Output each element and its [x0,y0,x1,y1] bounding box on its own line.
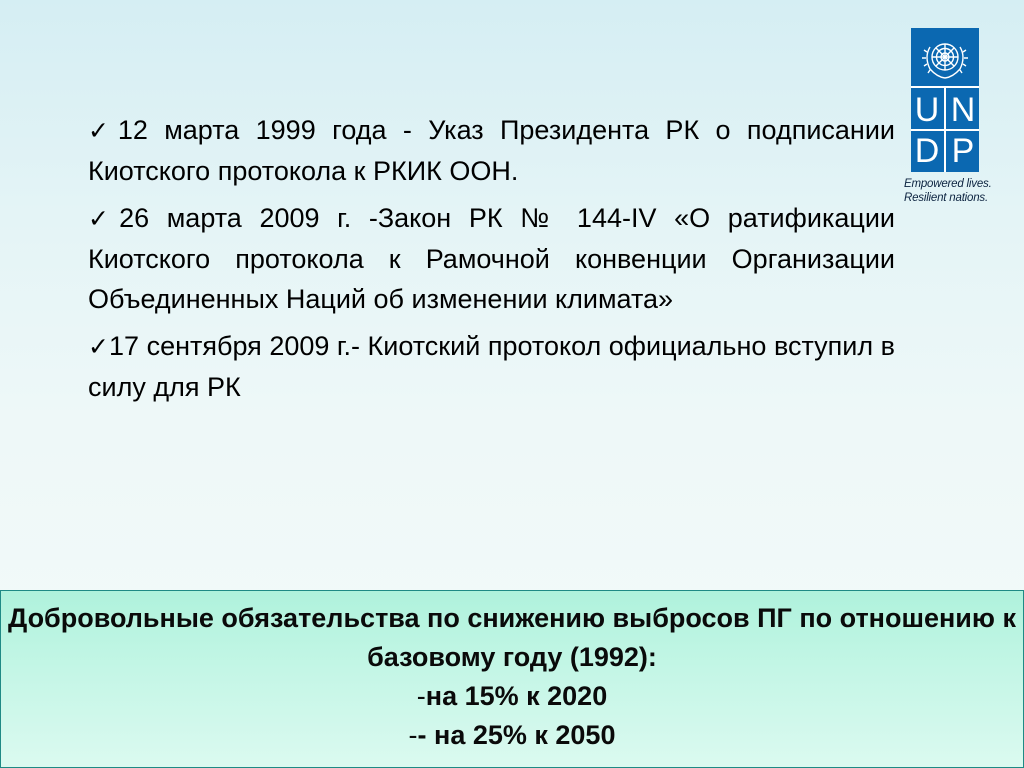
tagline-line-2: Resilient nations. [904,192,988,204]
list-item [88,198,895,319]
commitment-item [1,677,1023,716]
commitment-text: - на 25% к 2050 [417,720,616,750]
commitment-text: на 15% к 2020 [425,681,608,711]
list-item-text: 12 марта 1999 года - Указ Президента РК о подписании Киотского протокола к РКИК ООН. [88,115,895,186]
undp-tagline [904,177,1016,205]
tagline-line-1: Empowered lives. [904,178,992,190]
list-item [88,326,895,407]
logo-letter-p: P [951,132,975,170]
logo-divider [944,88,946,172]
logo-letter-n: N [950,91,976,129]
checkmark-icon: ✓ [88,332,109,361]
commitments-title: Добровольные обязательства по снижению выбросов ПГ по отношению к базовому году (1992): [8,603,1016,672]
commitment-dash: - [416,681,426,711]
undp-logo [911,28,979,172]
checkmark-icon: ✓ [88,204,120,233]
un-emblem-icon [911,28,979,86]
logo-letter-u: U [914,91,940,129]
list-item-text: 17 сентября 2009 г.- Киотский протокол официально вступил в силу для РК [88,331,896,402]
logo-letter-d: D [914,132,940,170]
commitment-dash: - [408,720,418,750]
list-item-text: 26 марта 2009 г. -Закон РК № 144-IV «О ратификации Киотского протокола к Рамочной конвенции Организации Объединенных Наций об изменении климата» [88,203,895,314]
commitments-box [0,590,1024,768]
list-item [88,110,895,191]
checkmark-icon: ✓ [88,116,118,145]
commitment-item [1,716,1023,755]
bullet-list [88,110,895,414]
